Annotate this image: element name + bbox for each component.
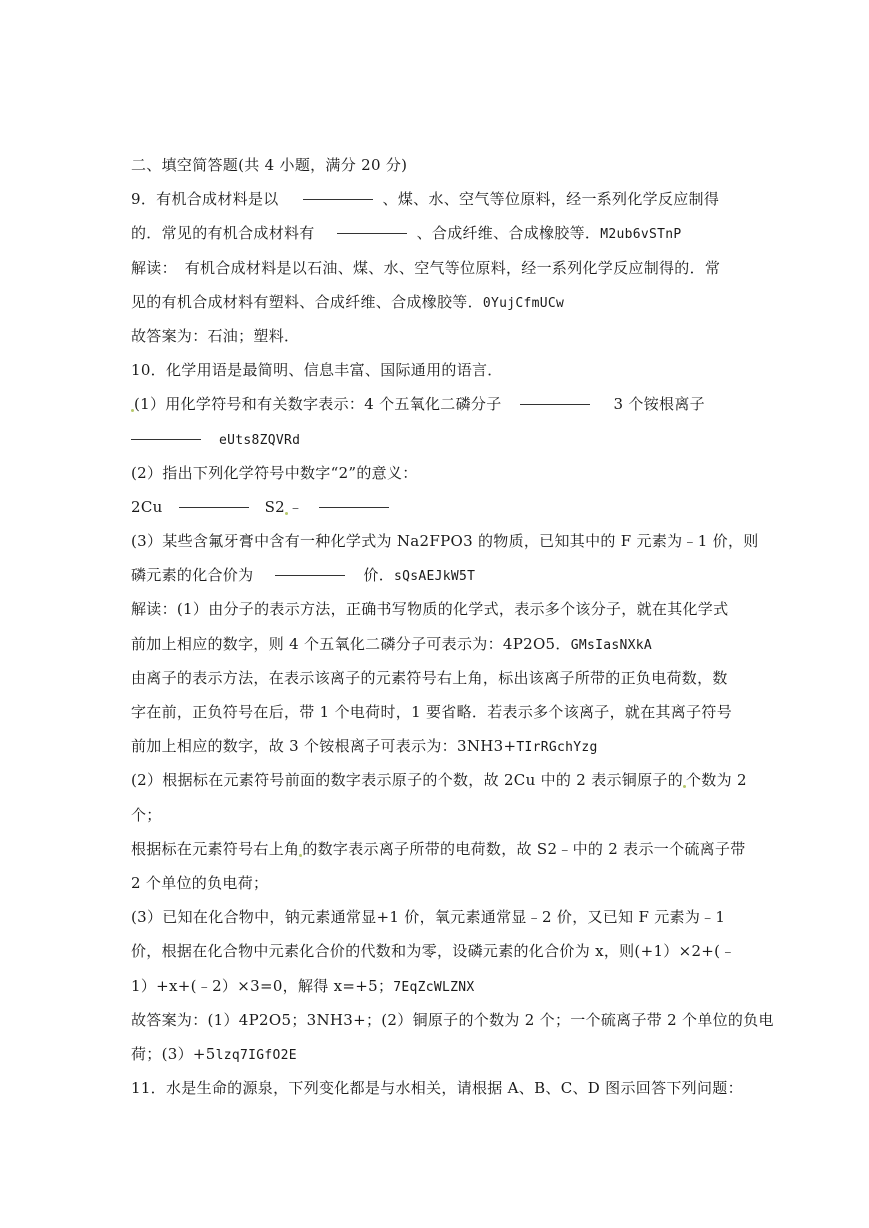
- doc-code: 0YujCfmUCw: [482, 295, 565, 311]
- q10-part2: [131, 490, 731, 524]
- doc-code: M2ub6vSTnP: [600, 227, 682, 243]
- q10-answer-a: [131, 1003, 774, 1037]
- question-text: 价．: [363, 566, 395, 585]
- question-text: 10．化学用语是最简明、信息丰富、国际通用的语言．: [131, 361, 503, 380]
- q10-solution-3a: [131, 900, 731, 934]
- solution-text: 前加上相应的数字，故 3 个铵根离子可表示为：3NH3+: [131, 737, 517, 756]
- q10-solution-2b: [131, 798, 731, 832]
- doc-code: eUts8ZQVRd: [219, 432, 301, 448]
- solution-text: 2 个单位的负电荷；: [131, 873, 269, 892]
- document-body: [131, 148, 774, 1105]
- q10-part3-line-2: [131, 558, 731, 592]
- question-text: (3）某些含氟牙膏中含有一种化学式为 Na2FPO3 的物质，已知其中的 F 元素为﹣1 价，则: [131, 532, 759, 551]
- q10-solution-3c: [131, 969, 731, 1003]
- answer-blank: [275, 574, 345, 576]
- doc-code: 7EqZcWLZNX: [393, 979, 475, 995]
- answer-blank: [520, 403, 590, 405]
- q9-line-2: [131, 216, 731, 250]
- q10-solution-1c: [131, 661, 731, 695]
- question-text: 磷元素的化合价为: [131, 566, 254, 585]
- doc-code: TIrRGchYzg: [516, 740, 598, 756]
- doc-code: GMsIasNXkA: [570, 637, 652, 653]
- q9-answer: [131, 319, 731, 353]
- answer-blank: [131, 438, 201, 440]
- solution-text: 见的有机合成材料有塑料、合成纤维、合成橡胶等．: [131, 292, 483, 311]
- answer-text: 故答案为：(1）4P2O5；3NH3+；(2）铜原子的个数为 2 个；一个硫离子带 2 个单位的负电: [131, 1010, 774, 1029]
- q10-part1-cont: [131, 422, 731, 456]
- solution-text: 的数字表示离子所带的电荷数，故 S2﹣中的 2 表示一个硫离子带: [302, 839, 746, 858]
- answer-text: 故答案为：石油；塑料．: [131, 326, 300, 345]
- question-text: (1）用化学符号和有关数字表示：4 个五氧化二磷分子: [134, 395, 502, 414]
- q10-title: [131, 353, 731, 387]
- q10-answer-b: [131, 1037, 731, 1071]
- q10-part3-line-1: [131, 524, 759, 558]
- q11-title: [131, 1071, 743, 1105]
- q10-solution-2c: [131, 832, 746, 866]
- answer-text: 荷；(3）+5: [131, 1044, 216, 1063]
- solution-text: (2）根据标在元素符号前面的数字表示原子的个数，故 2Cu 中的 2 表示铜原子的: [131, 771, 683, 790]
- answer-blank: [337, 232, 407, 234]
- q9-text: 9．有机合成材料是以: [131, 190, 279, 209]
- answer-blank: [303, 198, 373, 200]
- solution-text: 个；: [131, 805, 162, 824]
- section-title-text: 二、填空简答题(共 4 小题，满分 20 分): [131, 156, 408, 174]
- solution-text: 由离子的表示方法，在表示该离子的元素符号右上角，标出该离子所带的正负电荷数，数: [131, 668, 728, 687]
- solution-text: 前加上相应的数字，则 4 个五氧化二磷分子可表示为：4P2O5．: [131, 634, 571, 653]
- doc-code: lzq7IGfO2E: [215, 1047, 297, 1063]
- solution-text: 字在前，正负符号在后，带 1 个电荷时，1 要省略．若表示多个该离子，就在其离子符号: [131, 703, 732, 721]
- q10-part1: [131, 387, 731, 421]
- q9-text: 的．常见的有机合成材料有: [131, 224, 315, 243]
- q9-solution-line-1: [131, 251, 731, 285]
- question-text: (2）指出下列化学符号中数字“2”的意义：: [131, 463, 418, 482]
- question-text: S2: [264, 497, 286, 516]
- doc-code: sQsAEJkW5T: [394, 569, 476, 585]
- q9-text: 、煤、水、空气等位原料，经一系列化学反应制得: [382, 190, 720, 209]
- q10-solution-1d: [131, 695, 731, 729]
- solution-text: 价，根据在化合物中元素化合价的代数和为零，设磷元素的化合价为 x，则(+1）×2+(﹣: [131, 942, 736, 961]
- solution-text: 根据标在元素符号右上角: [131, 839, 300, 858]
- answer-blank: [319, 506, 389, 508]
- solution-text: 个数为 2: [686, 771, 747, 790]
- q9-line-1: [131, 182, 731, 216]
- q10-solution-1e: [131, 729, 731, 763]
- solution-text: (3）已知在化合物中，钠元素通常显+1 价，氧元素通常显﹣2 价，又已知 F 元素为﹣1: [131, 908, 726, 927]
- question-text: 11．水是生命的源泉，下列变化都是与水相关，请根据 A、B、C、D 图示回答下列问题：: [131, 1079, 743, 1098]
- question-text: ﹣: [288, 497, 304, 516]
- answer-blank: [179, 506, 249, 508]
- q10-solution-3b: [131, 934, 736, 968]
- q10-solution-2d: [131, 866, 731, 900]
- question-text: 3 个铵根离子: [613, 395, 705, 414]
- q9-solution-line-2: [131, 285, 731, 319]
- section-title: [131, 148, 731, 182]
- q10-solution-2a: [131, 763, 747, 797]
- solution-text: 1）+x+(﹣2）×3=0，解得 x=+5；: [131, 976, 394, 995]
- solution-text: 解读： 有机合成材料是以石油、煤、水、空气等位原料，经一系列化学反应制得的．常: [131, 258, 721, 277]
- question-text: 2Cu: [131, 497, 163, 516]
- solution-text: 解读：(1）由分子的表示方法，正确书写物质的化学式，表示多个该分子，就在其化学式: [131, 600, 729, 619]
- q9-text: 、合成纤维、合成橡胶等．: [416, 224, 601, 243]
- q10-part2-title: [131, 456, 731, 490]
- q10-solution-1b: [131, 627, 731, 661]
- q10-solution-1a: [131, 592, 731, 626]
